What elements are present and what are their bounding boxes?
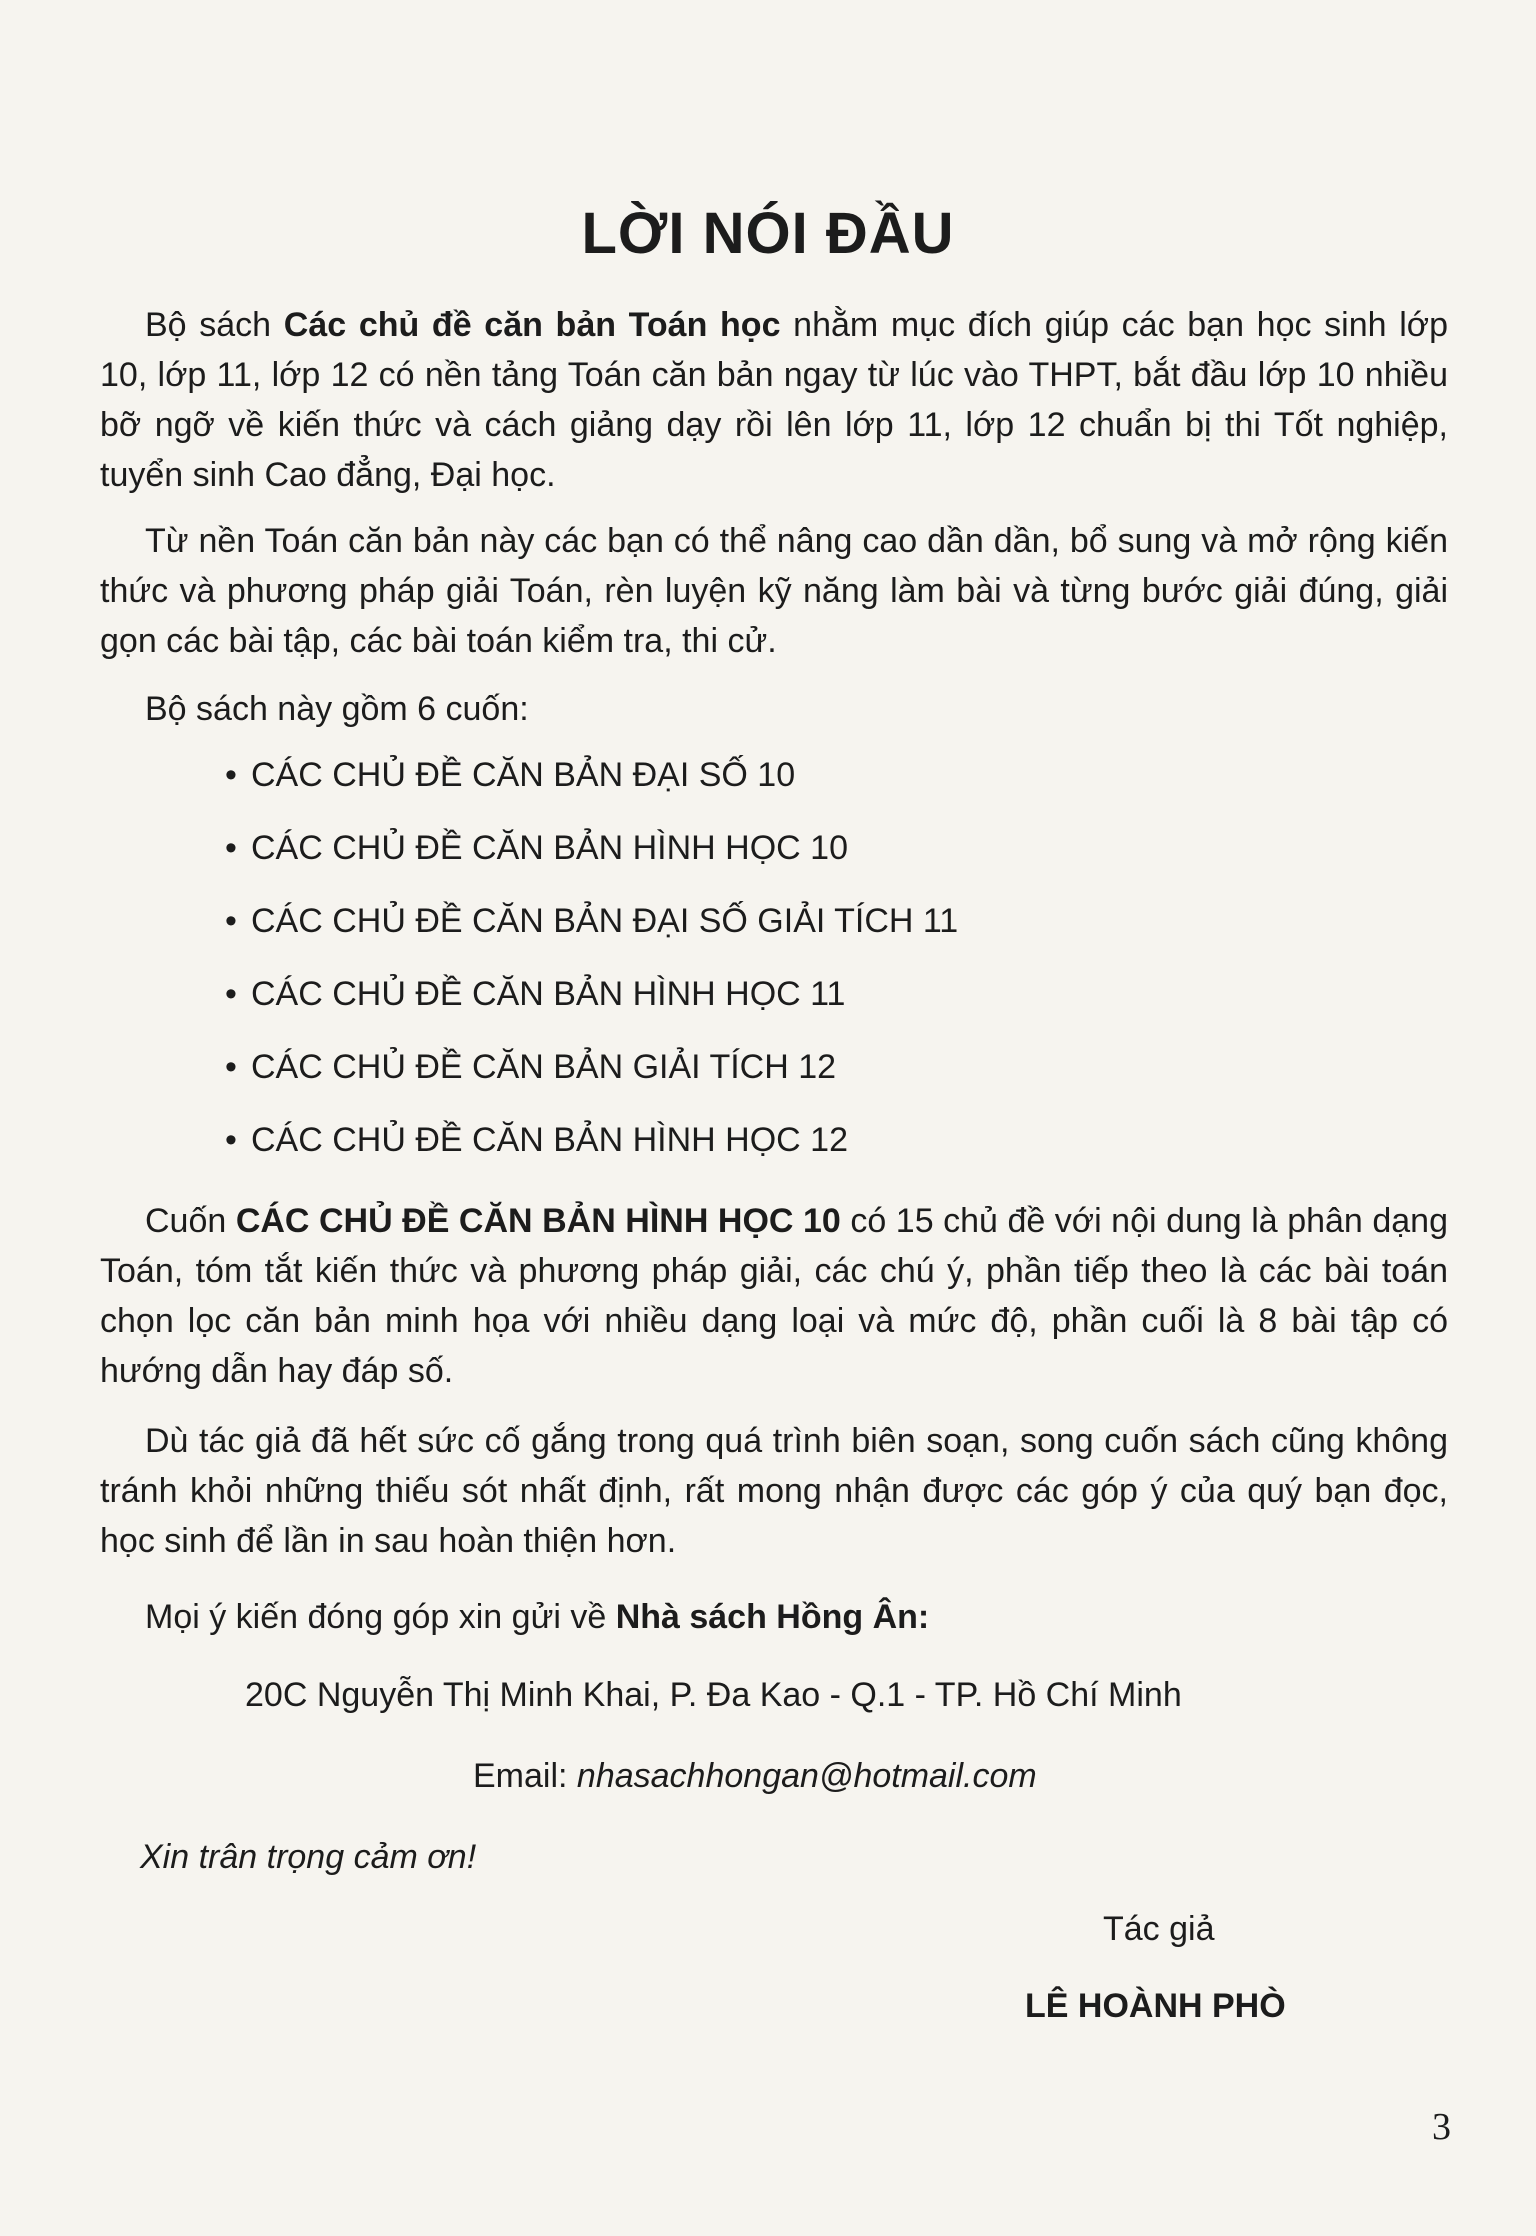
list-item: • CÁC CHỦ ĐỀ CĂN BẢN HÌNH HỌC 11 — [225, 969, 958, 1042]
page-title: LỜI NÓI ĐẦU — [581, 201, 955, 266]
intro-paragraph-3: Bộ sách này gồm 6 cuốn: — [145, 690, 529, 728]
list-item: • CÁC CHỦ ĐỀ CĂN BẢN HÌNH HỌC 12 — [225, 1115, 958, 1188]
book-title: CÁC CHỦ ĐỀ CĂN BẢN HÌNH HỌC 10 — [235, 1202, 841, 1240]
page-number: 3 — [1432, 2106, 1451, 2148]
author-label: Tác giả — [1103, 1910, 1215, 1948]
p1-after: nhằm mục đích giúp các bạn học sinh lớp 10, lớp 11, lớp 12 có nền tảng Toán căn bản ngay từ lúc vào THPT, bắt đầu lớp 10 nhiều bỡ ngỡ về kiến thức và cách giảng dạy rồi lên lớp 11, lớp 12 chuẩn bị thi Tốt nghiệp, tuyển sinh Cao đẳng, Đại học. — [100, 306, 1448, 494]
series-title: Các chủ đề căn bản Toán học — [283, 306, 781, 344]
intro-paragraph-2 — [100, 516, 1448, 666]
contact-lead: Mọi ý kiến đóng góp xin gửi về — [145, 1598, 616, 1636]
p2-text: Từ nền Toán căn bản này các bạn có thể nâng cao dần dần, bổ sung và mở rộng kiến thức và phương pháp giải Toán, rèn luyện kỹ năng làm bài và từng bước giải đúng, giải gọn các bài tập, các bài toán kiểm tra, thi cử. — [100, 522, 1448, 660]
p1-before: Bộ sách — [145, 306, 284, 344]
apology-paragraph — [100, 1416, 1448, 1566]
email-line — [473, 1751, 1037, 1801]
list-item: • CÁC CHỦ ĐỀ CĂN BẢN ĐẠI SỐ 10 — [225, 750, 958, 823]
author-name: LÊ HOÀNH PHÒ — [1025, 1987, 1286, 2025]
contact-line — [145, 1592, 929, 1642]
email-address: nhasachhongan@hotmail.com — [576, 1757, 1037, 1795]
p4-after: có 15 chủ đề với nội dung là phân dạng Toán, tóm tắt kiến thức và phương pháp giải, các chú ý, phần tiếp theo là các bài toán chọn lọc căn bản minh họa với nhiều dạng loại và mức độ, phần cuối là 8 bài tập có hướng dẫn hay đáp số. — [100, 1202, 1449, 1390]
p4-before: Cuốn — [145, 1202, 236, 1240]
list-item: • CÁC CHỦ ĐỀ CĂN BẢN HÌNH HỌC 10 — [225, 823, 958, 896]
list-item: • CÁC CHỦ ĐỀ CĂN BẢN GIẢI TÍCH 12 — [225, 1042, 958, 1115]
email-label: Email: — [473, 1757, 577, 1795]
p5-text: Dù tác giả đã hết sức cố gắng trong quá trình biên soạn, song cuốn sách cũng không tránh khỏi những thiếu sót nhất định, rất mong nhận được các góp ý của quý bạn đọc, học sinh để lần in sau hoàn thiện hơn. — [100, 1422, 1448, 1560]
book-list — [225, 750, 958, 1188]
thanks-text: Xin trân trọng cảm ơn! — [140, 1838, 477, 1876]
list-item: • CÁC CHỦ ĐỀ CĂN BẢN ĐẠI SỐ GIẢI TÍCH 11 — [225, 896, 958, 969]
book-description-paragraph — [100, 1196, 1448, 1396]
publisher-address: 20C Nguyễn Thị Minh Khai, P. Đa Kao - Q.1 - TP. Hồ Chí Minh — [245, 1676, 1182, 1714]
publisher-name: Nhà sách Hồng Ân: — [615, 1598, 930, 1636]
intro-paragraph-1 — [100, 300, 1448, 500]
